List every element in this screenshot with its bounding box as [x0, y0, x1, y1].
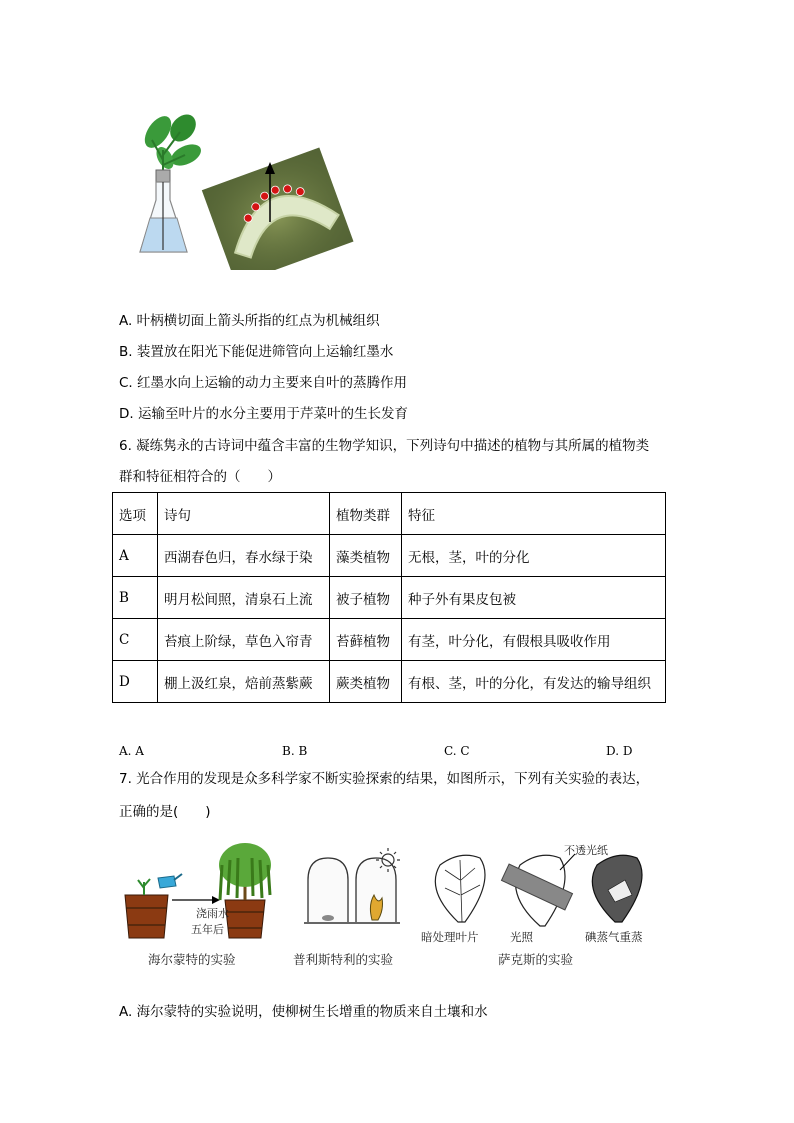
table-row: [113, 661, 666, 703]
table-cell: 苔痕上阶绿，草色入帘青: [158, 619, 330, 661]
helmont-arrow-bottom-label: 五年后: [191, 923, 224, 936]
table-header: 选项: [113, 493, 158, 535]
q5-option-a: A. 叶柄横切面上箭头所指的红点为机械组织: [119, 313, 380, 329]
q6-question-line1: 6. 凝练隽永的古诗词中蕴含丰富的生物学知识，下列诗句中描述的植物与其所属的植物类: [119, 438, 650, 454]
q7-question-line1: 7. 光合作用的发现是众多科学家不断实验探索的结果，如图所示，下列有关实验的表达，: [119, 771, 650, 787]
table-row: [113, 535, 666, 577]
table-cell: 棚上汲红泉，焙前蒸紫蕨: [158, 661, 330, 703]
table-cell: 蕨类植物: [330, 661, 402, 703]
table-cell: 种子外有果皮包被: [402, 577, 666, 619]
table-row: [113, 619, 666, 661]
celery-leaves: [139, 110, 204, 185]
q5-option-b: B. 装置放在阳光下能促进筛管向上运输红墨水: [119, 344, 394, 360]
celery-experiment-figure: [130, 110, 355, 270]
table-cell: 苔藓植物: [330, 619, 402, 661]
sachs-paper-label: 不透光纸: [564, 844, 608, 857]
priestley-experiment: [304, 848, 400, 923]
table-cell: 无根，茎，叶的分化: [402, 535, 666, 577]
flask: [140, 170, 187, 252]
sachs-caption: 萨克斯的实验: [498, 952, 574, 967]
table-cell: A: [113, 535, 158, 577]
q6-answer-d: D. D: [606, 744, 633, 758]
q6-table: [112, 492, 666, 703]
sachs-step1-label: 暗处理叶片: [421, 930, 479, 944]
table-cell: 明月松间照，清泉石上流: [158, 577, 330, 619]
q6-question-line2: 群和特征相符合的（ ）: [119, 469, 281, 485]
sachs-step3-label: 碘蒸气重蒸: [585, 930, 643, 944]
table-cell: B: [113, 577, 158, 619]
table-header: 诗句: [158, 493, 330, 535]
petiole-cross-section: [202, 147, 354, 270]
table-header: 特征: [402, 493, 666, 535]
table-header-row: [113, 493, 666, 535]
table-cell: 有茎，叶分化，有假根具吸收作用: [402, 619, 666, 661]
sachs-step2-label: 光照: [510, 930, 533, 944]
table-header: 植物类群: [330, 493, 402, 535]
q7-question-line2: 正确的是( ): [119, 804, 211, 820]
table-row: [113, 577, 666, 619]
q6-answer-c: C. C: [444, 744, 470, 758]
priestley-caption: 普利斯特利的实验: [293, 952, 394, 967]
helmont-arrow-top-label: 浇雨水: [196, 907, 229, 920]
q6-answer-a: A. A: [119, 744, 144, 758]
q6-answer-b: B. B: [282, 744, 308, 758]
q7-option-a: A. 海尔蒙特的实验说明，使柳树生长增重的物质来自土壤和水: [119, 1004, 488, 1020]
table-cell: 有根、茎，叶的分化，有发达的输导组织: [402, 661, 666, 703]
table-cell: 被子植物: [330, 577, 402, 619]
table-cell: 藻类植物: [330, 535, 402, 577]
q5-option-c: C. 红墨水向上运输的动力主要来自叶的蒸腾作用: [119, 375, 408, 391]
q5-option-d: D. 运输至叶片的水分主要用于芹菜叶的生长发育: [119, 406, 408, 422]
table-cell: D: [113, 661, 158, 703]
helmont-caption: 海尔蒙特的实验: [148, 952, 236, 967]
sachs-experiment: [435, 854, 642, 926]
table-cell: C: [113, 619, 158, 661]
table-cell: 西湖春色归，春水绿于染: [158, 535, 330, 577]
